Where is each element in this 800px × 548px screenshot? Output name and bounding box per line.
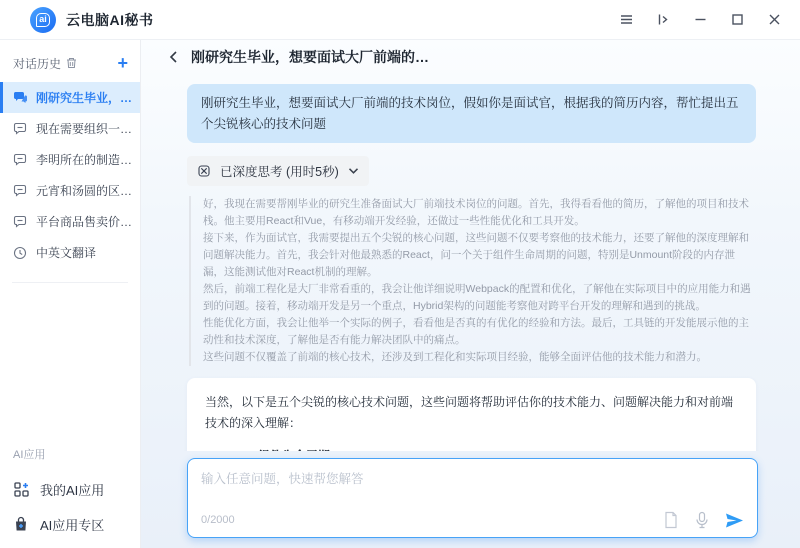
thinking-paragraph: 接下来，作为面试官，我需要提出五个尖锐的核心问题，这些问题不仅要考察他的技术能力，还要了解他的深度理解和问题解决能力。首先，我会针对他最熟悉的React，问一个关于组件生命周期的问题，特别是Unmount阶段的内存泄漏，这能测试他对React机制的理解。	[203, 232, 750, 279]
history-header	[0, 48, 140, 82]
sidebar-item-chat-1[interactable]	[0, 82, 140, 113]
chat-header	[141, 40, 800, 74]
chat-bubbles-icon	[13, 91, 28, 104]
sidebar-item-label: 刚研究生毕业，…	[36, 91, 133, 105]
sidebar-item-label: 现在需要组织一…	[36, 122, 133, 136]
deepthink-icon	[197, 164, 211, 178]
new-chat-button[interactable]: +	[117, 53, 129, 73]
app-logo-icon: ai	[30, 7, 56, 33]
chat-bubble-icon	[13, 153, 28, 166]
thinking-content	[189, 196, 756, 366]
thinking-paragraph: 性能优化方面，我会让他举一个实际的例子，看看他是否真的有优化的经验和方法。最后，工具链的开发能展示他的主动性和技术深度，了解他是否有能力解决团队中的痛点。	[203, 317, 750, 347]
sidebar-item-label: 平台商品售卖价…	[36, 215, 133, 229]
assistant-message	[187, 378, 756, 451]
microphone-icon[interactable]	[695, 511, 709, 529]
deep-think-label: 已深度思考 (用时5秒)	[220, 165, 339, 180]
sidebar-item-label: 李明所在的制造…	[36, 153, 133, 167]
deep-think-toggle[interactable]	[187, 156, 369, 186]
sidebar-item-ai-app-zone[interactable]	[0, 507, 140, 542]
app-item-label: AI应用专区	[40, 518, 105, 533]
sidebar-item-label: 中英文翻译	[36, 246, 97, 260]
chat-panel	[141, 40, 800, 548]
panel-toggle-icon[interactable]	[651, 8, 675, 32]
menu-icon[interactable]	[614, 8, 638, 32]
sidebar-item-translate[interactable]	[0, 237, 140, 268]
apps-section-label: AI应用	[13, 449, 46, 461]
attach-file-icon[interactable]	[663, 511, 679, 529]
sidebar-item-chat-3[interactable]	[0, 144, 140, 175]
window-controls	[614, 8, 786, 32]
sidebar	[0, 40, 141, 548]
chat-bubble-icon	[13, 184, 28, 197]
sidebar-item-my-ai-apps[interactable]	[0, 472, 140, 507]
maximize-icon[interactable]	[725, 8, 749, 32]
chat-title: 刚研究生毕业，想要面试大厂前端的…	[191, 49, 430, 65]
sidebar-apps-section	[0, 446, 140, 548]
char-counter: 0/2000	[201, 514, 235, 526]
clock-icon	[13, 246, 28, 260]
app-title: 云电脑AI秘书	[66, 11, 154, 28]
message-list	[141, 74, 800, 451]
history-label: 对话历史	[13, 56, 62, 71]
trash-icon[interactable]	[66, 57, 77, 69]
minimize-icon[interactable]	[688, 8, 712, 32]
composer	[187, 458, 758, 538]
thinking-paragraph: 然后，前端工程化是大厂非常看重的，我会让他详细说明Webpack的配置和优化，了解他在实际项目中的应用能力和遇到的问题。接着，移动端开发是另一个重点，Hybrid架构的问题能考察他对跨平台开发的理解和遇到的挑战。	[203, 283, 751, 313]
chat-bubble-icon	[13, 122, 28, 135]
answer-intro: 当然，以下是五个尖锐的核心技术问题，这些问题将帮助评估你的技术能力、问题解决能力和对前端技术的深入理解：	[205, 395, 734, 431]
thinking-paragraph: 好，我现在需要帮刚毕业的研究生准备面试大厂前端技术岗位的问题。首先，我得看看他的简历，了解他的项目和技术栈。他主要用React和Vue，有移动端开发经验，还做过一些性能优化和工具开发。	[203, 198, 750, 228]
send-icon[interactable]	[725, 512, 744, 529]
sidebar-item-chat-4[interactable]	[0, 175, 140, 206]
thinking-paragraph: 这些问题不仅覆盖了前端的核心技术，还涉及到工程化和实际项目经验，能够全面评估他的技术能力和潜力。	[203, 351, 708, 364]
titlebar	[0, 0, 800, 40]
sidebar-item-chat-2[interactable]	[0, 113, 140, 144]
close-icon[interactable]	[762, 8, 786, 32]
sidebar-item-chat-5[interactable]	[0, 206, 140, 237]
grid-plus-icon	[13, 481, 30, 498]
message-input[interactable]	[201, 469, 744, 511]
back-icon[interactable]	[167, 50, 181, 64]
user-message: 刚研究生毕业，想要面试大厂前端的技术岗位，假如你是面试官，根据我的简历内容，帮忙提出五个尖锐核心的技术问题	[187, 84, 756, 143]
chat-bubble-icon	[13, 215, 28, 228]
sidebar-item-label: 元宵和汤圆的区…	[36, 184, 133, 198]
composer-area	[141, 451, 800, 548]
bag-plus-icon	[13, 516, 30, 533]
app-item-label: 我的AI应用	[40, 483, 105, 498]
chevron-down-icon	[348, 167, 359, 175]
